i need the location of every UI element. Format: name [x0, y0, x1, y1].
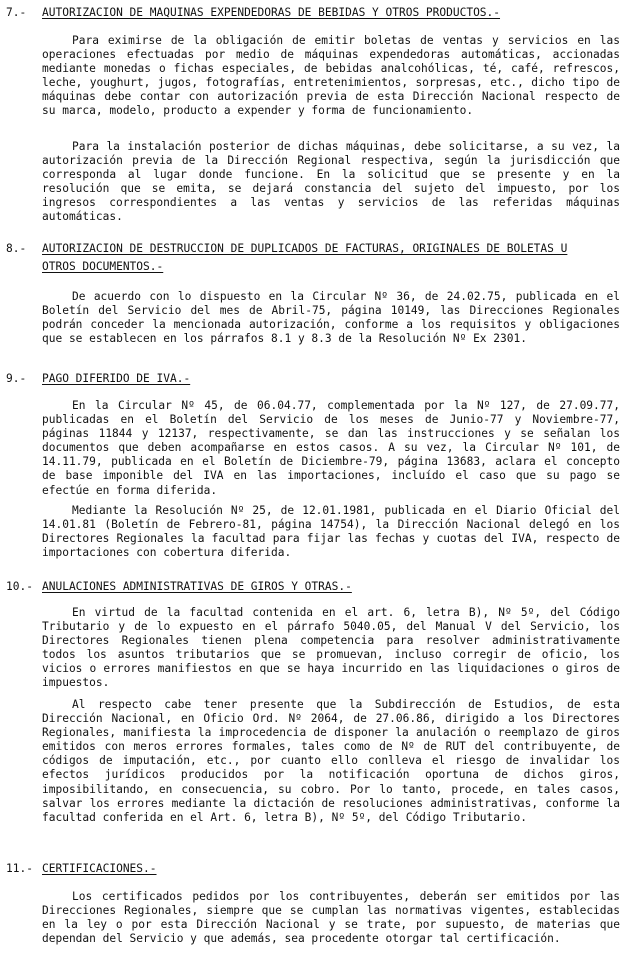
- paragraph: En la Circular Nº 45, de 06.04.77, complementada por la Nº 127, de 27.09.77, publicadas en el Boletín del Servicio de los meses de Junio-77 y Noviembre-77, páginas 11844 y 12137, respectivamente, se dan las instrucciones y se señalan los documentos que deben acompañarse en estos casos. A su vez, la Circular Nº 101, de 14.11.79, publicada en el Boletín de Diciembre-79, página 13683, aclara el concepto de base imponible del IVA en las importaciones, incluído el caso que su pago se efectúe en forma diferida.: [42, 399, 620, 497]
- section-number: 7.-: [6, 6, 27, 19]
- paragraph: Mediante la Resolución Nº 25, de 12.01.1981, publicada en el Diario Oficial del 14.01.81 (Boletín de Febrero-81, página 14754), la Dirección Nacional delegó en los Directores Regionales la facultad para fijar las fechas y cuotas del IVA, respecto de importaciones con cobertura diferida.: [42, 504, 620, 560]
- section-8: [6, 240, 624, 370]
- section-7: [6, 4, 624, 232]
- section-9: [6, 370, 624, 570]
- section-11: [6, 860, 624, 970]
- section-heading: [6, 370, 624, 388]
- section-number: 11.-: [6, 862, 33, 875]
- paragraph: De acuerdo con lo dispuesto en la Circular Nº 36, de 24.02.75, publicada en el Boletín del Servicio del mes de Abril-75, página 10149, las Direcciones Regionales podrán conceder la mencionada autorización, conforme a los requisitos y obligaciones que se establecen en los párrafos 8.1 y 8.3 de la Resolución Nº Ex 2301.: [42, 290, 620, 346]
- section-title: AUTORIZACION DE DESTRUCCION DE DUPLICADOS DE FACTURAS, ORIGINALES DE BOLETAS U: [42, 242, 568, 255]
- paragraph: Los certificados pedidos por los contribuyentes, deberán ser emitidos por las Direcciones Regionales, siempre que se cumplan las normativas vigentes, establecidas en la ley o por esta Dirección Nacional y se trate, por supuesto, de materias que dependan del Servicio y que además, sea procedente otorgar tal certificación.: [42, 890, 620, 946]
- paragraph: En virtud de la facultad contenida en el art. 6, letra B), Nº 5º, del Código Tributario y de lo expuesto en el párrafo 5040.05, del Manual V del Servicio, los Directores Regionales tienen plena competencia para resolver administrativamente todos los asuntos tributarios que se promuevan, incluso corregir de oficio, los vicios o errores manifiestos en que se haya incurrido en las liquidaciones o giros de impuestos.: [42, 606, 620, 690]
- section-number: 8.-: [6, 242, 27, 255]
- section-title-line2: OTROS DOCUMENTOS.-: [42, 260, 164, 273]
- section-10: [6, 578, 624, 854]
- section-title: PAGO DIFERIDO DE IVA.-: [42, 372, 191, 385]
- section-number: 9.-: [6, 372, 27, 385]
- section-title: ANULACIONES ADMINISTRATIVAS DE GIROS Y OTRAS.-: [42, 580, 352, 593]
- section-title: CERTIFICACIONES.-: [42, 862, 157, 875]
- paragraph: Para la instalación posterior de dichas máquinas, debe solicitarse, a su vez, la autorización previa de la Dirección Regional respectiva, según la jurisdicción que corresponda al lugar donde funcione. En la solicitud que se presente y en la resolución que se emita, se dejará constancia del sujeto del impuesto, por los ingresos correspondientes a las ventas y servicios de las referidas máquinas automáticas.: [42, 140, 620, 224]
- section-heading: [6, 240, 624, 276]
- section-heading: [6, 4, 624, 22]
- section-heading: [6, 578, 624, 596]
- section-heading: [6, 860, 624, 878]
- section-title: AUTORIZACION DE MAQUINAS EXPENDEDORAS DE BEBIDAS Y OTROS PRODUCTOS.-: [42, 6, 501, 19]
- paragraph: Al respecto cabe tener presente que la Subdirección de Estudios, de esta Dirección Nacional, en Oficio Ord. Nº 2064, de 27.06.86, dirigido a los Directores Regionales, manifiesta la improcedencia de disponer la anulación o reemplazo de giros emitidos con meros errores formales, tales como de Nº de RUT del contribuyente, de códigos de imputación, etc., por cuanto ello conlleva el riesgo de invalidar los efectos jurídicos producidos por la notificación oportuna de dichos giros, imposibilitando, en consecuencia, su cobro. Por lo tanto, procede, en tales casos, salvar los errores mediante la dictación de resoluciones administrativas, conforme la facultad conferida en el Art. 6, letra B), Nº 5º, del Código Tributario.: [42, 698, 620, 824]
- section-number: 10.-: [6, 580, 33, 593]
- paragraph: Para eximirse de la obligación de emitir boletas de ventas y servicios en las operaciones efectuadas por medio de máquinas expendedoras automáticas, accionadas mediante monedas o fichas especiales, de bebidas analcohólicas, té, café, refrescos, leche, youghurt, jugos, fotografías, entretenimientos, sorpresas, etc., dicho tipo de máquinas debe contar con autorización previa de esta Dirección Nacional respecto de su marca, modelo, producto a expender y forma de funcionamiento.: [42, 34, 620, 118]
